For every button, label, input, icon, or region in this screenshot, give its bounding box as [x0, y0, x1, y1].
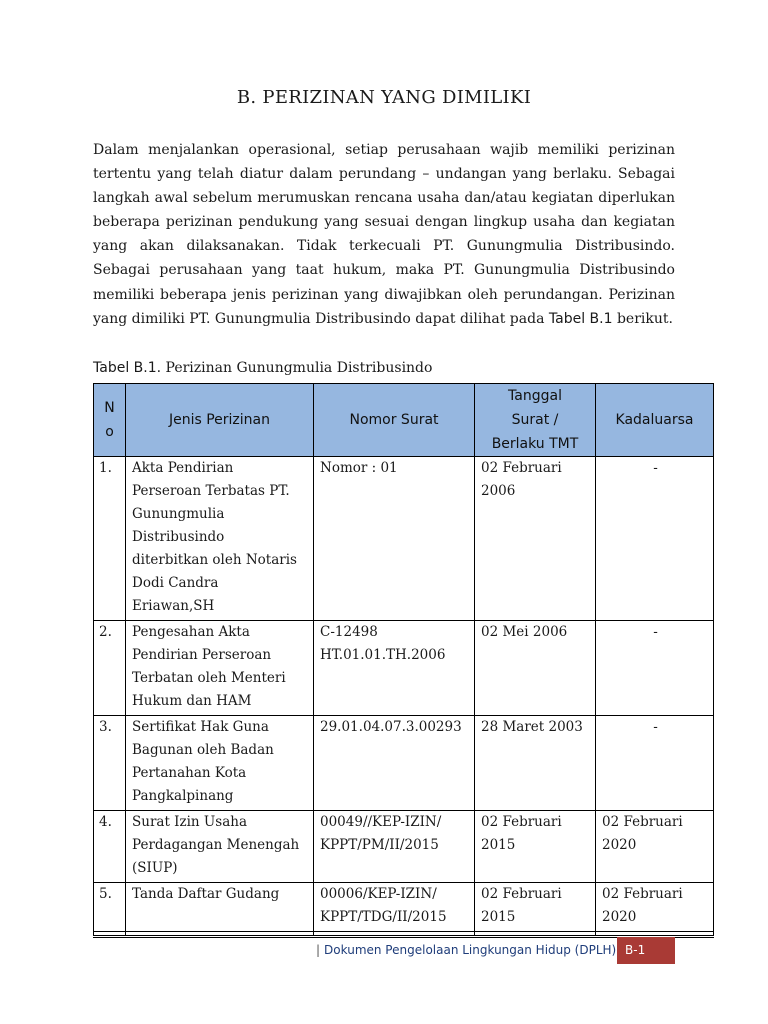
cell-kadaluarsa-line: [602, 932, 709, 936]
cell-kadaluarsa-line: 02 Februari: [602, 814, 683, 830]
cell-kadaluarsa-line: 2020: [602, 909, 637, 925]
cell-kadaluarsa-line: -: [653, 719, 658, 735]
page-number: 1: [637, 943, 646, 957]
cell-jenis: [126, 932, 314, 937]
cell-tanggal: [475, 811, 596, 883]
cell-jenis-line: Surat Izin Usaha: [132, 814, 248, 830]
caption-title: Perizinan Gunungmulia Distribusindo: [165, 360, 433, 376]
table-body: [94, 457, 714, 937]
page-number-badge: [617, 937, 675, 964]
cell-tanggal: [475, 716, 596, 811]
cell-no: 5.: [94, 883, 126, 932]
cell-tanggal-line: 02 Februari: [481, 460, 562, 476]
cell-jenis: [126, 883, 314, 932]
cell-jenis-line: diterbitkan oleh Notaris: [132, 552, 297, 568]
table-reference: Tabel B.1: [548, 310, 613, 327]
cell-tanggal-line: 2015: [481, 837, 516, 853]
cell-kadaluarsa-line: -: [653, 624, 658, 640]
cell-no: [94, 932, 126, 937]
cell-jenis-line: Perseroan Terbatas PT.: [132, 483, 290, 499]
cell-jenis-line: Akta Pendirian: [132, 460, 234, 476]
cell-jenis: [126, 716, 314, 811]
cell-tanggal-line: 28 Maret 2003: [481, 719, 583, 735]
cell-nomor: [314, 457, 475, 621]
header-tanggal-line2: Surat /: [511, 412, 559, 428]
cell-nomor-line: KPPT/PM/II/2015: [320, 837, 439, 853]
cell-no: 2.: [94, 621, 126, 716]
cell-jenis-line: Eriawan,SH: [132, 598, 215, 614]
cell-no: 3.: [94, 716, 126, 811]
cell-kadaluarsa: [596, 883, 714, 932]
cell-nomor-line: [320, 932, 470, 936]
cell-jenis-line: Hukum dan HAM: [132, 693, 252, 709]
permit-table-wrapper: [93, 383, 714, 936]
cell-no: 4.: [94, 811, 126, 883]
cell-jenis-line: Terbatan oleh Menteri: [132, 670, 286, 686]
cell-no: 1.: [94, 457, 126, 621]
cell-tanggal-line: 02 Februari: [481, 814, 562, 830]
cell-jenis-line: Pengesahan Akta: [132, 624, 250, 640]
cell-nomor: [314, 716, 475, 811]
paragraph-end: berikut.: [616, 310, 673, 327]
cell-jenis-line: Pertanahan Kota: [132, 765, 247, 781]
header-jenis: Jenis Perizinan: [126, 384, 314, 457]
footer-bar: |: [316, 943, 321, 957]
table-header-row: [94, 384, 714, 457]
cell-nomor: [314, 621, 475, 716]
cell-jenis: [126, 621, 314, 716]
table-row: [94, 883, 714, 932]
cell-nomor-line: KPPT/TDG/II/2015: [320, 909, 447, 925]
cell-jenis-line: (SIUP): [132, 860, 178, 876]
cell-jenis-line: Distribusindo: [132, 529, 225, 545]
cell-nomor-line: Nomor : 01: [320, 460, 398, 476]
cell-kadaluarsa-line: -: [653, 460, 658, 476]
cell-jenis-line: Dodi Candra: [132, 575, 219, 591]
cell-nomor: [314, 811, 475, 883]
table-row: [94, 716, 714, 811]
cell-kadaluarsa: [596, 621, 714, 716]
cell-nomor-line: HT.01.01.TH.2006: [320, 647, 446, 663]
header-tanggal-line1: Tanggal: [508, 388, 562, 404]
cell-jenis-line: [132, 932, 309, 936]
cell-kadaluarsa-line: 02 Februari: [602, 886, 683, 902]
cell-jenis: [126, 457, 314, 621]
paragraph-text: Dalam menjalankan operasional, setiap perusahaan wajib memiliki perizinan tertentu yang telah diatur dalam perundang – undangan yang berlaku. Sebagai langkah awal sebelum merumuskan rencana usaha dan/atau kegiatan diperlukan beberapa perizinan pendukung yang sesuai dengan lingkup usaha dan kegiatan yang akan dilaksanakan. Tidak terkecuali PT. Gunungmulia Distribusindo. Sebagai perusahaan yang taat hukum, maka PT. Gunungmulia Distribusindo memiliki beberapa jenis perizinan yang diwajibkan oleh perundangan. Perizinan yang dimiliki PT. Gunungmulia Distribusindo dapat dilihat pada: [93, 142, 675, 327]
header-kadaluarsa: Kadaluarsa: [596, 384, 714, 457]
permit-table: [93, 383, 714, 936]
table-caption: [93, 356, 693, 380]
header-no-line1: N: [104, 400, 115, 416]
cell-tanggal: [475, 457, 596, 621]
cell-nomor: [314, 932, 475, 937]
cell-tanggal: [475, 883, 596, 932]
table-row: [94, 932, 714, 937]
cell-jenis-line: Sertifikat Hak Guna: [132, 719, 269, 735]
cell-tanggal-line: 2006: [481, 483, 516, 499]
cell-nomor-line: C-12498: [320, 624, 378, 640]
cell-kadaluarsa-line: 2020: [602, 837, 637, 853]
header-tanggal-line3: Berlaku TMT: [491, 436, 579, 452]
table-row: [94, 457, 714, 621]
cell-tanggal: [475, 932, 596, 937]
cell-kadaluarsa: [596, 811, 714, 883]
table-row: [94, 621, 714, 716]
cell-jenis-line: Pendirian Perseroan: [132, 647, 272, 663]
cell-kadaluarsa: [596, 932, 714, 937]
cell-jenis-line: Tanda Daftar Gudang: [132, 886, 280, 902]
cell-jenis: [126, 811, 314, 883]
footer-document-title: Dokumen Pengelolaan Lingkungan Hidup (DPLH): [324, 943, 617, 957]
footer-title: [316, 943, 616, 957]
cell-nomor: [314, 883, 475, 932]
cell-nomor-line: 00049//KEP-IZIN/: [320, 814, 442, 830]
cell-jenis-line: Perdagangan Menengah: [132, 837, 300, 853]
header-tanggal: [475, 384, 596, 457]
cell-tanggal-line: 02 Mei 2006: [481, 624, 568, 640]
cell-tanggal-line: [481, 932, 591, 936]
header-no-line2: o: [105, 424, 114, 440]
cell-tanggal-line: 2015: [481, 909, 516, 925]
cell-kadaluarsa: [596, 716, 714, 811]
cell-jenis-line: Bagunan oleh Badan: [132, 742, 274, 758]
cell-nomor-line: 00006/KEP-IZIN/: [320, 886, 437, 902]
caption-label: Tabel B.1.: [93, 360, 162, 376]
table-row: [94, 811, 714, 883]
page-prefix: B-: [625, 943, 638, 957]
cell-tanggal: [475, 621, 596, 716]
cell-jenis-line: Gunungmulia: [132, 506, 225, 522]
cell-kadaluarsa: [596, 457, 714, 621]
intro-paragraph: [93, 138, 675, 331]
cell-tanggal-line: 02 Februari: [481, 886, 562, 902]
header-nomor: Nomor Surat: [314, 384, 475, 457]
cell-nomor-line: 29.01.04.07.3.00293: [320, 719, 462, 735]
page-heading: B. PERIZINAN YANG DIMILIKI: [236, 87, 532, 108]
cell-jenis-line: Pangkalpinang: [132, 788, 234, 804]
header-no: [94, 384, 126, 457]
